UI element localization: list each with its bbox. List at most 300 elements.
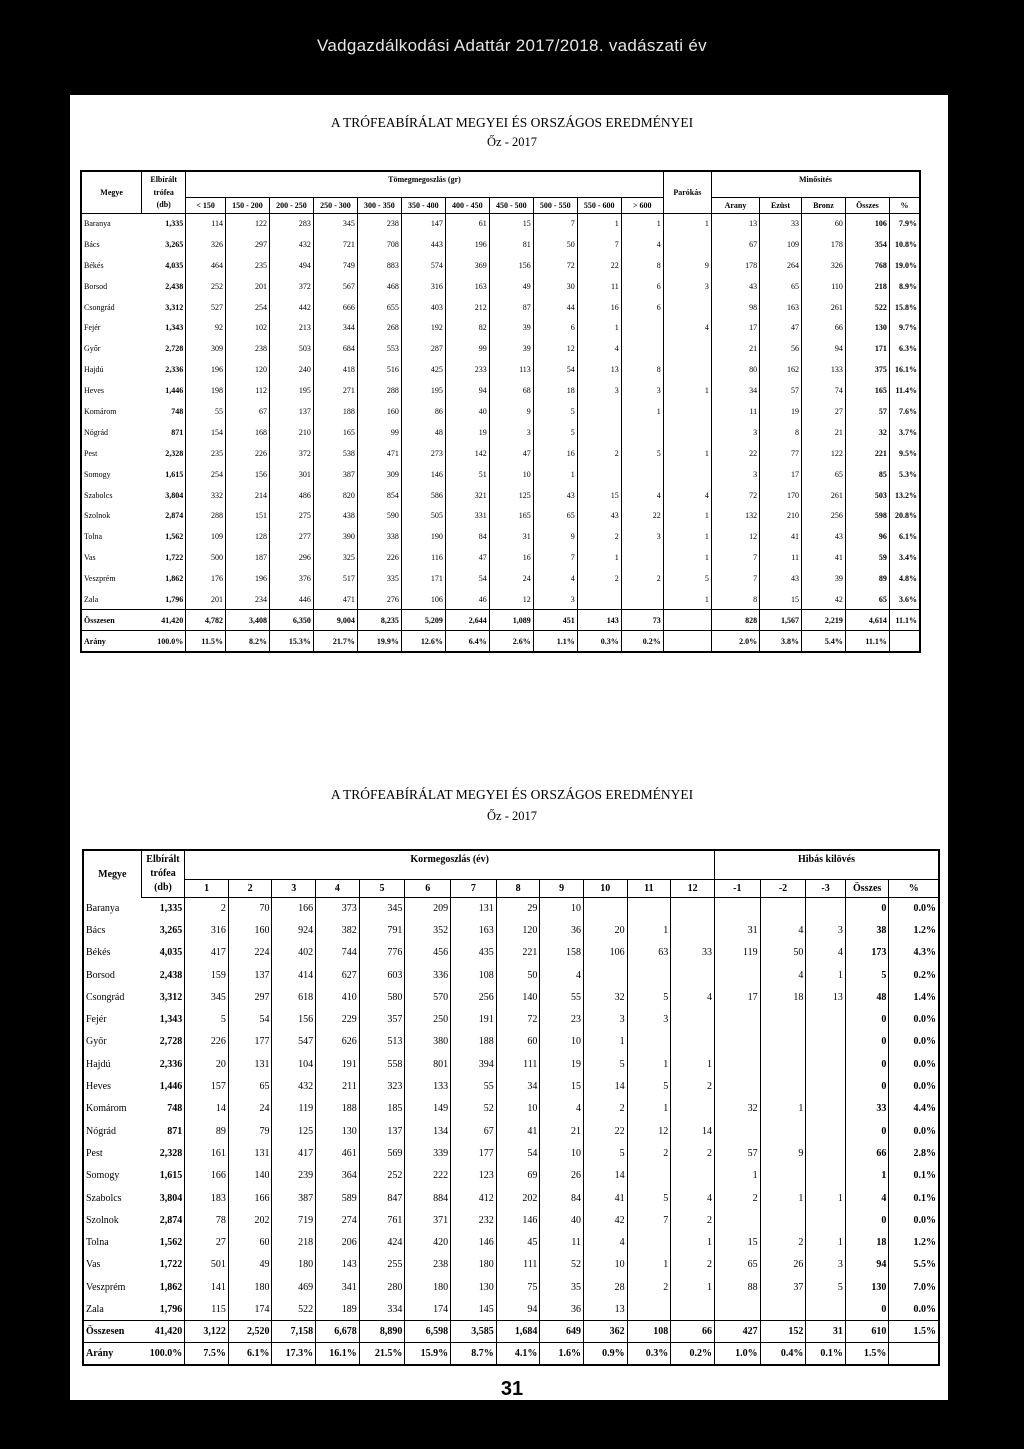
value-cell: 603 [359,964,405,986]
value-cell: 7.0% [889,1276,939,1298]
value-cell: 65 [533,505,577,526]
value-cell [671,1031,715,1053]
value-cell: 113 [489,359,533,380]
value-cell: 339 [405,1142,451,1164]
value-cell: 151 [225,505,269,526]
age-col-header: 1 [185,879,229,897]
county-name-cell: Összesen [81,610,142,631]
age-col-header: 6 [405,879,451,897]
value-cell [627,897,671,919]
value-cell: 30 [533,276,577,297]
value-cell: 156 [489,255,533,276]
value-cell: 17 [760,464,802,485]
value-cell [806,1165,845,1187]
value-cell: 156 [225,464,269,485]
table-row [81,422,920,443]
value-cell: 334 [359,1298,405,1320]
value-cell: 226 [357,547,401,568]
value-cell [714,1031,760,1053]
value-cell: 3,804 [142,485,186,506]
value-cell: 0 [845,1031,889,1053]
value-cell: 163 [760,297,802,318]
age-distribution-table [82,849,940,1366]
table-row [83,919,939,941]
value-cell: 161 [185,1142,229,1164]
value-cell: 871 [142,422,186,443]
value-cell: 196 [225,568,269,589]
county-name-cell: Tolna [86,1237,109,1249]
value-cell: 22 [583,1120,627,1142]
value-cell: 338 [357,526,401,547]
value-cell [806,1098,845,1120]
value-cell: 16.1% [316,1343,360,1365]
qual-col-header: Ezüst [760,197,802,213]
value-cell: 10 [540,1031,584,1053]
value-cell: 4 [760,919,806,941]
value-cell: 133 [405,1075,451,1097]
value-cell: 2 [577,526,621,547]
county-name-cell: Tolna [84,532,103,542]
weight-table-body [81,213,920,652]
value-cell: 12 [711,526,759,547]
value-cell: 122 [225,213,269,234]
value-cell: 201 [225,276,269,297]
value-cell: 60 [801,213,845,234]
value-cell: 1,615 [142,464,186,485]
value-cell: 174 [228,1298,272,1320]
value-cell: 883 [357,255,401,276]
value-cell: 37 [760,1276,806,1298]
value-cell: 516 [357,359,401,380]
value-cell: 1 [760,1098,806,1120]
value-cell [663,610,711,631]
value-cell: 1 [663,380,711,401]
value-cell: 3 [806,919,845,941]
value-cell: 3 [806,1254,845,1276]
value-cell: 4.3% [889,942,939,964]
value-cell: 1,796 [141,1298,185,1320]
value-cell: 28 [583,1276,627,1298]
value-cell: 120 [496,919,540,941]
value-cell: 33 [760,213,802,234]
value-cell: 39 [801,568,845,589]
value-cell: 375 [845,359,889,380]
value-cell: 15.9% [405,1343,451,1365]
value-cell: 501 [185,1254,229,1276]
value-cell: 165 [313,422,357,443]
value-cell [663,338,711,359]
value-cell: 10.8% [889,234,920,255]
value-cell: 10 [496,1098,540,1120]
value-cell: 65 [228,1075,272,1097]
value-cell: 239 [272,1165,316,1187]
value-cell: 32 [583,986,627,1008]
value-cell: 8 [760,422,802,443]
value-cell: 94 [801,338,845,359]
value-cell: 748 [141,1098,185,1120]
value-cell [671,1165,715,1187]
value-cell: 180 [405,1276,451,1298]
value-cell: 19.9% [357,631,401,652]
value-cell: 456 [405,942,451,964]
weight-col-header: < 150 [186,197,226,213]
table-row [83,1343,939,1365]
value-cell: 719 [272,1209,316,1231]
value-cell: 12.6% [401,631,445,652]
county-name-cell: Baranya [84,219,111,229]
value-cell: 178 [711,255,759,276]
value-cell: 3 [583,1008,627,1030]
value-cell: 26 [760,1254,806,1276]
value-cell: 4.4% [889,1098,939,1120]
value-cell: 382 [316,919,360,941]
value-cell: 75 [496,1276,540,1298]
value-cell: 1 [577,213,621,234]
value-cell: 20.8% [889,505,920,526]
table-row [81,610,920,631]
value-cell [671,964,715,986]
county-name-cell: Pest [86,1147,103,1159]
value-cell: 188 [316,1098,360,1120]
qual-col-header: Összes [845,197,889,213]
value-cell: 469 [272,1276,316,1298]
value-cell: 111 [496,1053,540,1075]
table-row [83,964,939,986]
county-name-cell: Heves [84,386,104,396]
value-cell: 54 [496,1142,540,1164]
value-cell: 27 [801,401,845,422]
value-cell: 5 [663,568,711,589]
value-cell [627,1031,671,1053]
value-cell: 316 [401,276,445,297]
value-cell: 55 [186,401,226,422]
weight-col-header: 500 - 550 [533,197,577,213]
value-cell: 171 [845,338,889,359]
value-cell [806,1298,845,1320]
value-cell: 9.5% [889,443,920,464]
value-cell: 61 [445,213,489,234]
value-cell: 1 [663,505,711,526]
value-cell: 1 [806,1187,845,1209]
value-cell: 13.2% [889,485,920,506]
value-cell: 11 [760,547,802,568]
value-cell: 3,265 [142,234,186,255]
value-cell: 174 [405,1298,451,1320]
value-cell [627,1231,671,1253]
value-cell: 20 [185,1053,229,1075]
value-cell [714,1298,760,1320]
value-cell [671,1098,715,1120]
value-cell: 17.3% [272,1343,316,1365]
value-cell: 331 [445,505,489,526]
value-cell: 2 [671,1254,715,1276]
value-cell: 332 [186,485,226,506]
value-cell: 137 [359,1120,405,1142]
value-cell: 16.1% [889,359,920,380]
value-cell: 3 [621,380,663,401]
value-cell: 39 [489,317,533,338]
value-cell: 60 [228,1231,272,1253]
value-cell [806,1053,845,1075]
weight-col-header: 350 - 400 [401,197,445,213]
value-cell: 21 [801,422,845,443]
value-cell: 464 [186,255,226,276]
value-cell: 89 [185,1120,229,1142]
value-cell [663,234,711,255]
value-cell: 7.6% [889,401,920,422]
table-row [81,317,920,338]
value-cell [760,1298,806,1320]
value-cell: 390 [313,526,357,547]
table-row [83,1053,939,1075]
value-cell: 158 [540,942,584,964]
value-cell: 41 [801,547,845,568]
value-cell: 111 [496,1254,540,1276]
value-cell: 195 [401,380,445,401]
value-cell: 11.1% [889,610,920,631]
value-cell: 84 [540,1187,584,1209]
value-cell: 34 [711,380,759,401]
value-cell: 791 [359,919,405,941]
value-cell: 2,328 [142,443,186,464]
value-cell: 9 [663,255,711,276]
value-cell: 146 [401,464,445,485]
value-cell: 12 [627,1120,671,1142]
value-cell: 15 [540,1075,584,1097]
value-cell: 287 [401,338,445,359]
value-cell: 188 [313,401,357,422]
value-cell [714,1120,760,1142]
value-cell: 0.0% [889,1075,939,1097]
weight-col-header: 250 - 300 [313,197,357,213]
county-name-cell: Hajdú [86,1058,111,1070]
value-cell: 10 [489,464,533,485]
value-cell: 19.0% [889,255,920,276]
table-row [81,213,920,234]
value-cell: 618 [272,986,316,1008]
value-cell [577,464,621,485]
value-cell: 2,728 [142,338,186,359]
value-cell: 22 [621,505,663,526]
value-cell: 276 [357,589,401,610]
value-cell: 116 [401,547,445,568]
value-cell: 2 [577,443,621,464]
value-cell: 8 [711,589,759,610]
value-cell: 238 [225,338,269,359]
county-name-cell: Pest [84,448,98,458]
value-cell: 114 [186,213,226,234]
value-cell [663,297,711,318]
value-cell: 8,890 [359,1321,405,1343]
value-cell: 5 [627,986,671,1008]
value-cell: 41 [583,1187,627,1209]
value-cell: 54 [228,1008,272,1030]
value-cell: 2 [583,1098,627,1120]
value-cell [663,464,711,485]
value-cell: 137 [269,401,313,422]
value-cell: 130 [316,1120,360,1142]
value-cell: 0.0% [889,1298,939,1320]
value-cell: 49 [489,276,533,297]
value-cell: 185 [359,1098,405,1120]
value-cell: 0.1% [889,1187,939,1209]
value-cell: 12 [533,338,577,359]
table-row [83,1031,939,1053]
value-cell: 6 [621,276,663,297]
county-name-cell: Szolnok [84,511,111,521]
value-cell: 3 [621,526,663,547]
value-cell: 321 [445,485,489,506]
value-cell: 666 [313,297,357,318]
value-cell [621,464,663,485]
table-row [81,589,920,610]
value-cell: 1,562 [141,1231,185,1253]
value-cell: 156 [272,1008,316,1030]
value-cell: 4 [533,568,577,589]
value-cell: 341 [316,1276,360,1298]
value-cell: 372 [269,443,313,464]
value-cell: 17 [711,317,759,338]
value-cell: 89 [845,568,889,589]
value-cell: 471 [357,443,401,464]
faulty-col-header: -1 [714,879,760,897]
value-cell: 0.0% [889,1008,939,1030]
county-name-cell: Somogy [86,1170,120,1182]
weight-col-header: 550 - 600 [577,197,621,213]
value-cell: 684 [313,338,357,359]
value-cell: 110 [801,276,845,297]
value-cell: 180 [272,1254,316,1276]
value-cell: 160 [228,919,272,941]
value-cell: 108 [451,964,497,986]
value-cell: 252 [359,1165,405,1187]
value-cell [806,1008,845,1030]
value-cell: 17 [714,986,760,1008]
value-cell: 9.7% [889,317,920,338]
value-cell: 19 [445,422,489,443]
table-row [81,234,920,255]
value-cell: 24 [489,568,533,589]
table2-title: A TRÓFEABÍRÁLAT MEGYEI ÉS ORSZÁGOS EREDMÉNYEI [330,787,694,802]
value-cell: 16 [577,297,621,318]
value-cell: 4 [806,942,845,964]
county-name-cell: Hajdú [84,365,104,375]
weight-group-header: Tömegmegoszlás (gr) [186,171,664,187]
value-cell: 4,782 [186,610,226,631]
age-group-header: Kormegoszlás (év) [185,850,715,868]
value-cell: 2,874 [141,1209,185,1231]
value-cell: 558 [359,1053,405,1075]
value-cell: 574 [401,255,445,276]
value-cell: 43 [801,526,845,547]
value-cell: 1 [533,464,577,485]
table-row [81,380,920,401]
value-cell: 11 [577,276,621,297]
value-cell: 43 [533,485,577,506]
value-cell [760,1053,806,1075]
value-cell: 59 [845,547,889,568]
qual-col-header: Arany [711,197,759,213]
age-col-header: 10 [583,879,627,897]
value-cell [760,1165,806,1187]
value-cell: 7 [627,1209,671,1231]
value-cell: 446 [269,589,313,610]
county-name-cell: Zala [86,1303,104,1315]
value-cell: 0 [845,1120,889,1142]
value-cell [806,897,845,919]
value-cell: 1,343 [142,317,186,338]
value-cell: 55 [451,1075,497,1097]
value-cell: 255 [359,1254,405,1276]
value-cell: 49 [228,1254,272,1276]
table-row [83,1298,939,1320]
value-cell: 387 [313,464,357,485]
value-cell: 122 [801,443,845,464]
value-cell: 1.1% [533,631,577,652]
table-row [83,897,939,919]
value-cell: 345 [359,897,405,919]
table-row [81,401,920,422]
value-cell: 140 [496,986,540,1008]
value-cell: 5 [621,443,663,464]
value-cell: 14 [583,1075,627,1097]
value-cell: 0.9% [583,1343,627,1365]
value-cell: 326 [186,234,226,255]
value-cell: 1,446 [142,380,186,401]
value-cell: 1,796 [142,589,186,610]
value-cell: 50 [760,942,806,964]
value-cell: 104 [272,1053,316,1075]
table-row [81,297,920,318]
value-cell: 7 [577,234,621,255]
value-cell: 80 [711,359,759,380]
value-cell: 165 [845,380,889,401]
value-cell: 297 [225,234,269,255]
value-cell: 6,678 [316,1321,360,1343]
value-cell: 196 [445,234,489,255]
value-cell: 43 [760,568,802,589]
value-cell: 130 [451,1276,497,1298]
county-name-cell: Veszprém [84,574,116,584]
value-cell: 8,235 [357,610,401,631]
value-cell: 500 [186,547,226,568]
value-cell: 177 [228,1031,272,1053]
value-cell: 586 [401,485,445,506]
value-cell: 4,614 [845,610,889,631]
value-cell: 41 [760,526,802,547]
value-cell: 438 [313,505,357,526]
table-row [81,485,920,506]
value-cell: 5 [627,1187,671,1209]
value-cell: 527 [186,297,226,318]
county-name-cell: Baranya [86,902,120,914]
value-cell: 2 [185,897,229,919]
value-cell: 1,343 [141,1008,185,1030]
value-cell: 1 [627,1254,671,1276]
value-cell: 176 [186,568,226,589]
value-cell: 9 [489,401,533,422]
age-col-header: 2 [228,879,272,897]
value-cell: 106 [845,213,889,234]
value-cell: 432 [272,1075,316,1097]
value-cell: 218 [272,1231,316,1253]
value-cell: 146 [496,1209,540,1231]
value-cell: 67 [711,234,759,255]
value-cell: 146 [451,1231,497,1253]
county-name-cell: Fejér [84,323,101,333]
value-cell: 6.1% [228,1343,272,1365]
value-cell: 192 [401,317,445,338]
